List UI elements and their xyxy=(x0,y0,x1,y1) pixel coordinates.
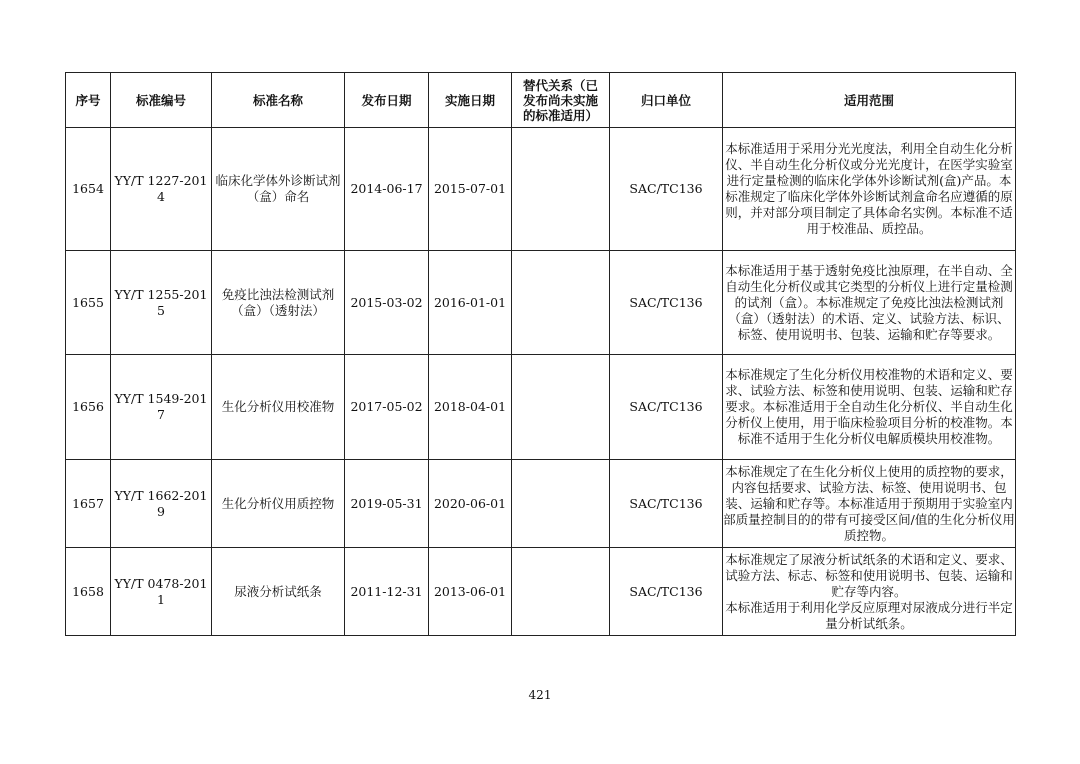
cell-publish-date: 2011-12-31 xyxy=(345,548,429,636)
cell-scope: 本标准规定了尿液分析试纸条的术语和定义、要求、试验方法、标志、标签和使用说明书、包装、运输和贮存等内容。 本标准适用于利用化学反应原理对尿液成分进行半定量分析试纸条。 xyxy=(723,548,1016,636)
cell-name: 生化分析仪用质控物 xyxy=(212,460,345,548)
cell-publish-date: 2017-05-02 xyxy=(345,355,429,460)
cell-name: 生化分析仪用校准物 xyxy=(212,355,345,460)
cell-replacement xyxy=(512,460,610,548)
cell-replacement xyxy=(512,128,610,251)
cell-implement-date: 2016-01-01 xyxy=(429,251,512,355)
header-name: 标准名称 xyxy=(212,73,345,128)
cell-code: YY/T 1662-2019 xyxy=(111,460,212,548)
cell-implement-date: 2018-04-01 xyxy=(429,355,512,460)
table-row xyxy=(66,251,1016,355)
cell-replacement xyxy=(512,548,610,636)
cell-implement-date: 2020-06-01 xyxy=(429,460,512,548)
cell-seq: 1655 xyxy=(66,251,111,355)
header-implement-date: 实施日期 xyxy=(429,73,512,128)
cell-code: YY/T 1549-2017 xyxy=(111,355,212,460)
cell-seq: 1657 xyxy=(66,460,111,548)
cell-code: YY/T 0478-2011 xyxy=(111,548,212,636)
table-row xyxy=(66,355,1016,460)
cell-publish-date: 2015-03-02 xyxy=(345,251,429,355)
cell-implement-date: 2015-07-01 xyxy=(429,128,512,251)
page-number: 421 xyxy=(528,688,552,702)
cell-scope: 本标准规定了在生化分析仪上使用的质控物的要求，内容包括要求、试验方法、标签、使用说明书、包装、运输和贮存等。本标准适用于预期用于实验室内部质量控制目的的带有可接受区间/值的生化分析仪用质控物。 xyxy=(723,460,1016,548)
header-code: 标准编号 xyxy=(111,73,212,128)
cell-replacement xyxy=(512,251,610,355)
cell-publish-date: 2014-06-17 xyxy=(345,128,429,251)
cell-replacement xyxy=(512,355,610,460)
cell-unit: SAC/TC136 xyxy=(610,128,723,251)
table-row xyxy=(66,548,1016,636)
header-publish-date: 发布日期 xyxy=(345,73,429,128)
header-replacement: 替代关系（已发布尚未实施的标准适用） xyxy=(512,73,610,128)
cell-publish-date: 2019-05-31 xyxy=(345,460,429,548)
cell-seq: 1654 xyxy=(66,128,111,251)
cell-unit: SAC/TC136 xyxy=(610,251,723,355)
cell-unit: SAC/TC136 xyxy=(610,355,723,460)
cell-code: YY/T 1227-2014 xyxy=(111,128,212,251)
cell-name: 尿液分析试纸条 xyxy=(212,548,345,636)
cell-scope: 本标准规定了生化分析仪用校准物的术语和定义、要求、试验方法、标签和使用说明、包装、运输和贮存要求。本标准适用于全自动生化分析仪、半自动生化分析仪上使用，用于临床检验项目分析的校准物。本标准不适用于生化分析仪电解质模块用校准物。 xyxy=(723,355,1016,460)
header-row xyxy=(66,73,1016,128)
table-row xyxy=(66,128,1016,251)
cell-name: 临床化学体外诊断试剂（盒）命名 xyxy=(212,128,345,251)
header-unit: 归口单位 xyxy=(610,73,723,128)
cell-scope: 本标准适用于采用分光光度法，利用全自动生化分析仪、半自动生化分析仪或分光光度计，在医学实验室进行定量检测的临床化学体外诊断试剂(盒)产品。本标准规定了临床化学体外诊断试剂盒命名应遵循的原则，并对部分项目制定了具体命名实例。本标准不适用于校准品、质控品。 xyxy=(723,128,1016,251)
cell-scope: 本标准适用于基于透射免疫比浊原理，在半自动、全自动生化分析仪或其它类型的分析仪上进行定量检测的试剂（盒）。本标准规定了免疫比浊法检测试剂（盒）（透射法）的术语、定义、试验方法、标识、标签、使用说明书、包装、运输和贮存等要求。 xyxy=(723,251,1016,355)
cell-seq: 1656 xyxy=(66,355,111,460)
cell-unit: SAC/TC136 xyxy=(610,460,723,548)
header-scope: 适用范围 xyxy=(723,73,1016,128)
cell-unit: SAC/TC136 xyxy=(610,548,723,636)
standards-table xyxy=(65,72,1016,636)
cell-code: YY/T 1255-2015 xyxy=(111,251,212,355)
cell-seq: 1658 xyxy=(66,548,111,636)
cell-name: 免疫比浊法检测试剂（盒）（透射法） xyxy=(212,251,345,355)
header-seq: 序号 xyxy=(66,73,111,128)
table-row xyxy=(66,460,1016,548)
cell-implement-date: 2013-06-01 xyxy=(429,548,512,636)
